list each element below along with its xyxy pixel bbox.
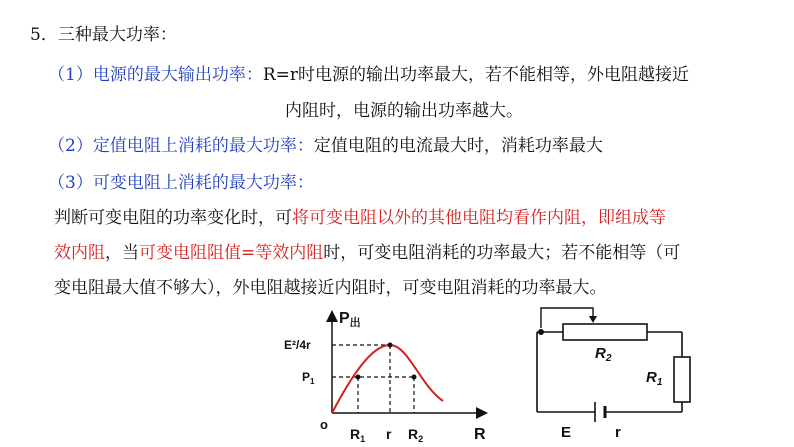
- item-2-body: 定值电阻的电流最大时，消耗功率最大: [313, 136, 603, 156]
- resistor-r1: [674, 357, 690, 402]
- item-1-body-continued: 内阻时，电源的输出功率越大。: [285, 101, 523, 121]
- paragraph-line-1: [54, 203, 666, 228]
- r1-label: $R_1$: [646, 369, 663, 388]
- item-1-number: （1）: [48, 65, 93, 85]
- point-r2: [412, 375, 417, 380]
- para-line-2-b: ，当: [105, 243, 139, 263]
- para-line-2-d: 时，可变电阻消耗的功率最大；若不能相等（可: [323, 243, 681, 263]
- p1-label: $P_1$: [302, 370, 315, 386]
- r2-label: $R_2$: [408, 426, 424, 444]
- item-2-number: （2）: [48, 136, 93, 156]
- r1-label: $R_1$: [350, 426, 366, 444]
- section-heading: 5．三种最大功率：: [30, 25, 177, 45]
- origin-label: o: [320, 417, 328, 432]
- y-axis-label: P出: [339, 310, 361, 329]
- power-graph: [280, 305, 500, 445]
- para-line-2-highlight-a: 效内阻: [54, 243, 105, 263]
- r2-label: $R_2$: [595, 345, 612, 364]
- slider-arrow: [589, 316, 597, 323]
- item-1-title: 电源的最大输出功率：: [92, 65, 263, 85]
- paragraph-line-2: [54, 238, 680, 263]
- emf-label: E: [561, 424, 572, 441]
- item-1-body: R=r时电源的输出功率最大，若不能相等，外电阻越接近: [262, 65, 689, 85]
- power-curve: [332, 345, 443, 413]
- item-3-title: 可变电阻上消耗的最大功率：: [92, 173, 314, 193]
- circuit-diagram: [525, 302, 705, 442]
- r-mid-label: r: [386, 426, 392, 442]
- para-line-1-a: 判断可变电阻的功率变化时，可: [54, 208, 292, 228]
- para-line-2-highlight-c: 可变电阻阻值=等效内阻: [139, 243, 324, 263]
- item-2-title: 定值电阻上消耗的最大功率：: [92, 136, 314, 156]
- item-3-number: （3）: [48, 173, 93, 193]
- para-line-1-highlight: 将可变电阻以外的其他电阻均看作内阻，即组成等: [292, 208, 666, 228]
- point-r1: [356, 375, 361, 380]
- paragraph-line-3: 变电阻最大值不够大），外电阻越接近内阻时，可变电阻消耗的功率最大。: [54, 278, 607, 298]
- point-max: [388, 343, 393, 348]
- slider-junction: [538, 329, 544, 335]
- item-1: [48, 60, 689, 85]
- x-axis-label: R: [474, 426, 486, 443]
- rheostat-r2: [563, 324, 647, 340]
- internal-resistance-label: r: [615, 424, 621, 441]
- max-power-label: E²/4r: [284, 338, 311, 352]
- item-2: [48, 131, 603, 156]
- item-3: [48, 168, 314, 193]
